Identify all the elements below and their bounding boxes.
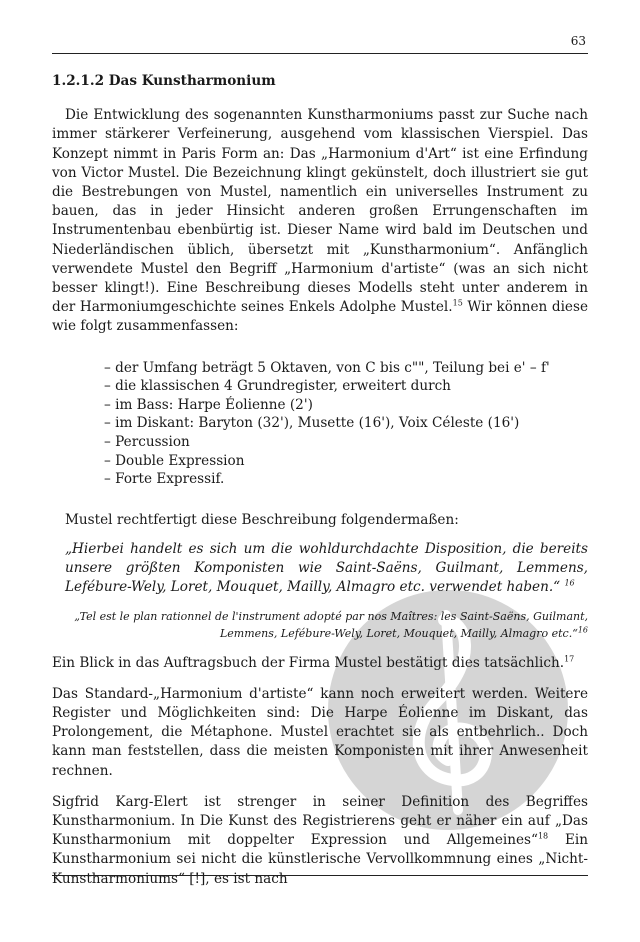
footnote-ref: 15 bbox=[452, 298, 463, 308]
standard-paragraph: Das Standard-„Harmonium d'artiste“ kann noch erweitert werden. Weitere Register und Möglichkeiten sind: Die Harpe Éolienne im Diskant, das Prolongement, die Métaphone. Mustel erachtet sie als entbehrlich.. Doch kann man feststellen, dass die meisten Komponisten mit ihrer Anwesenheit rechnen. bbox=[52, 685, 588, 779]
feature-list bbox=[104, 359, 588, 489]
order-book-text: Ein Blick in das Auftragsbuch der Firma Mustel bestätigt dies tatsächlich. bbox=[52, 654, 565, 671]
header-rule bbox=[52, 53, 588, 54]
french-quote bbox=[52, 608, 588, 642]
main-text bbox=[52, 72, 588, 889]
list-item: – im Bass: Harpe Éolienne (2') bbox=[104, 396, 588, 415]
footnote-ref: 16 bbox=[577, 624, 588, 634]
list-item: – Percussion bbox=[104, 433, 588, 452]
karg-elert-text: Sigfrid Karg-Elert ist strenger in seiner Definition des Begriffes Kunstharmonium. In Die Kunst des Registrierens geht er näher ein auf „Das Kunstharmonium mit doppelter Expression und Allgemeines“ bbox=[52, 793, 588, 849]
order-book-paragraph bbox=[52, 654, 588, 673]
page-number: 63 bbox=[570, 34, 586, 48]
german-quote-text: „Hierbei handelt es sich um die wohldurchdachte Disposition, die bereits unsere größten Komponisten wie Saint-Saëns, Guilmant, Lemmens, Lefébure-Wely, Loret, Mouquet, Mailly, Almagro etc. verwendet haben.“ bbox=[65, 541, 588, 596]
footnote-ref: 17 bbox=[564, 654, 575, 664]
german-quote bbox=[65, 540, 588, 598]
justification-paragraph: Mustel rechtfertigt diese Beschreibung folgendermaßen: bbox=[65, 511, 459, 528]
list-item: – der Umfang beträgt 5 Oktaven, von C bis c"", Teilung bei e' – f' bbox=[104, 359, 588, 378]
list-item: – Double Expression bbox=[104, 452, 588, 471]
intro-paragraph bbox=[52, 106, 588, 336]
list-item: – im Diskant: Baryton (32'), Musette (16'), Voix Céleste (16') bbox=[104, 414, 588, 433]
intro-text-end: Wir können diese wie folgt zusammenfassen: bbox=[52, 299, 588, 335]
french-quote-text: „Tel est le plan rationnel de l'instrument adopté par nos Maîtres: les Saint-Saëns, Guilmant, Lemmens, Lefébure-Wely, Loret, Mouquet, Mailly, Almagro etc.“ bbox=[74, 609, 588, 640]
section-heading: 1.2.1.2 Das Kunstharmonium bbox=[52, 73, 276, 89]
intro-text: Die Entwicklung des sogenannten Kunstharmoniums passt zur Suche nach immer stärkerer Verfeinerung, ausgehend vom klassischen Vierspiel. Das Konzept nimmt in Paris Form an: Das „Harmonium d'Art“ ist eine Erfindung von Victor Mustel. Die Bezeichnung klingt gekünstelt, doch illustriert sie gut die Bestrebungen von Mustel, namentlich ein universelles Instrument zu bauen, das in jeder Hinsicht anderen großen Errungenschaften im Instrumentenbau ebenbürtig ist. Dieser Name wird bald im Deutschen und Niederländischen üblich, übersetzt mit „Kunstharmonium“. Anfänglich verwendete Mustel den Begriff „Harmonium d'artiste“ (was an sich nicht besser klingt!). Eine Beschreibung dieses Modells steht unter anderem in der Harmoniumgeschichte seines Enkels Adolphe Mustel. bbox=[52, 107, 588, 316]
list-item: – Forte Expressif. bbox=[104, 470, 588, 489]
footnote-ref: 16 bbox=[564, 578, 575, 588]
list-item: – die klassischen 4 Grundregister, erweitert durch bbox=[104, 377, 588, 396]
footnote-ref: 18 bbox=[537, 831, 549, 841]
karg-elert-text-end: Ein Kunstharmonium sei nicht die künstlerische Vervollkommnung eines „Nicht-Kunstharmoniums“ [!], es ist nach bbox=[52, 832, 588, 887]
footer-rule bbox=[52, 875, 588, 876]
